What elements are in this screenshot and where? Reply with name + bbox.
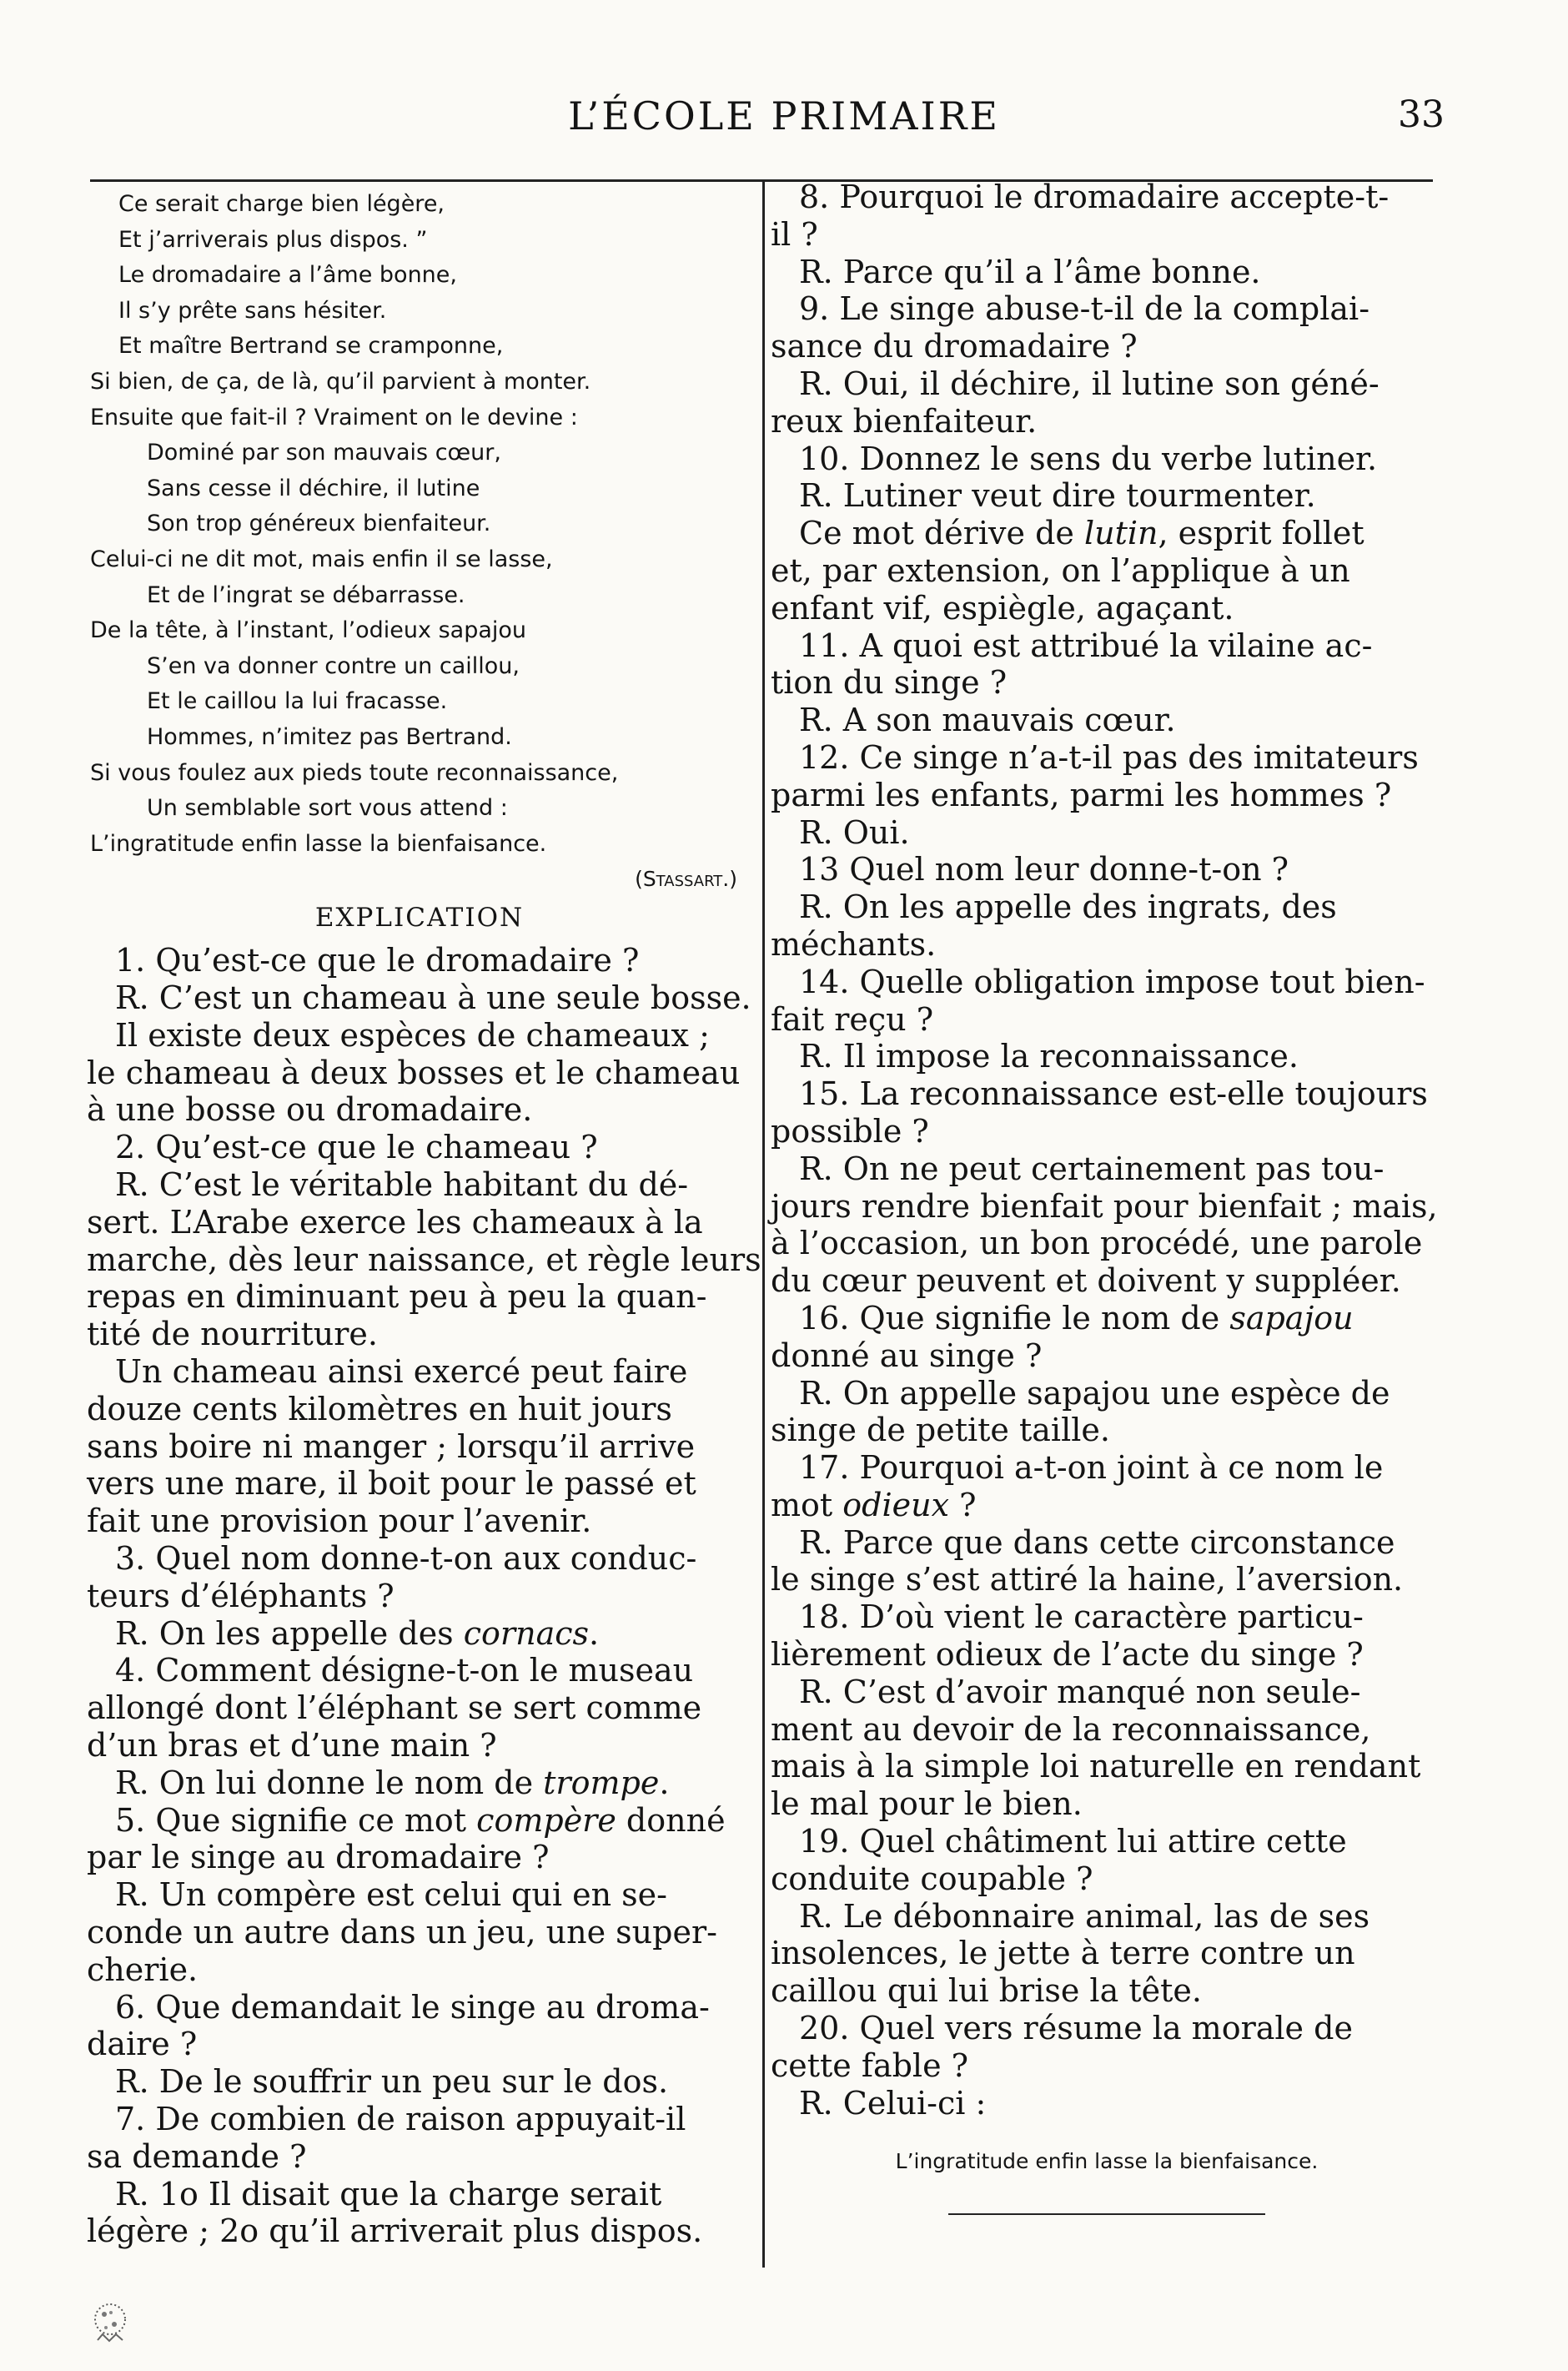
text-line [771,1935,1443,1972]
text-line [87,329,752,365]
line-text: 15. La reconnaissance est-elle toujours [799,1075,1428,1113]
text-line [771,1860,1443,1898]
explication-heading: EXPLICATION [314,903,525,934]
text-line [87,2138,752,2176]
text-line [771,254,1443,291]
text-line [87,2212,752,2250]
text-line [771,1711,1443,1749]
line-text: sance du dromadaire ? [771,328,1138,365]
text-line [87,506,752,542]
line-text: R. 1o Il disait que la charge serait [115,2175,662,2212]
line-text: il ? [771,215,818,253]
text-line [771,179,1443,216]
line-text: jours rendre bienfait pour bienfait ; mais, [771,1187,1438,1225]
line-text: R. Oui, il déchire, il lutine son géné- [799,365,1380,402]
text-line [771,1038,1443,1075]
line-text: enfant vif, espiègle, agaçant. [771,589,1234,627]
line-text: et, par extension, on l’applique à un [771,551,1350,589]
line-text: 7. De combien de raison appuyait-il [115,2100,686,2137]
line-text: 12. Ce singe n’a-t-il pas des imitateurs [799,738,1419,776]
line-text: R. Un compère est celui qui en se- [115,1876,667,1914]
text-line [87,578,752,614]
line-text: ment au devoir de la reconnaissance, [771,1710,1371,1748]
text-line [87,1727,752,1764]
left-explication-text [87,942,761,2250]
text-line [771,1636,1443,1674]
line-text: douze cents kilomètres en huit jours [87,1390,672,1427]
line-text: vers une mare, il boit pour le passé et [87,1465,696,1503]
text-line [771,403,1443,440]
text-line [87,1204,752,1241]
line-text: R. On appelle sapajou une espèce de [799,1374,1390,1412]
line-text: à l’occasion, un bon procédé, une parole [771,1225,1423,1262]
printer-ornament-icon [86,2294,134,2353]
text-line [87,223,752,259]
line-text-after: ? [949,1486,977,1523]
line-text: 17. Pourquoi a-t-on joint à ce nom le [799,1449,1384,1487]
text-line [771,2047,1443,2085]
right-column [771,179,1443,2281]
text-line [87,1689,752,1727]
text-line [771,1412,1443,1449]
line-text: 13 Quel nom leur donne-t-on ? [799,851,1289,888]
line-text: sert. L’Arabe exerce les chameaux à la [87,1203,703,1241]
line-text: lièrement odieux de l’acte du singe ? [771,1636,1364,1674]
line-text: par le singe au dromadaire ? [87,1839,550,1876]
text-line [87,1129,752,1166]
text-line [87,942,752,979]
line-text: L’ingratitude enfin lasse la bienfaisance. [90,830,547,857]
text-line [771,888,1443,926]
line-text: Et j’arriverais plus dispos. ” [118,226,428,253]
line-text: Il s’y prête sans hésiter. [118,297,387,324]
text-line [87,684,752,720]
line-text: R. Lutiner veut dire tourmenter. [799,477,1316,515]
line-text: conduite coupable ? [771,1860,1093,1897]
text-line [87,1615,752,1653]
text-line [87,1278,752,1316]
text-line [771,290,1443,328]
text-line [771,1225,1443,1262]
text-line [87,471,752,507]
text-line [87,720,752,756]
italic-term: trompe [543,1764,660,1801]
line-text: R. De le souffrir un peu sur le dos. [115,2063,669,2101]
line-text: le singe s’est attiré la haine, l’aversion. [771,1561,1404,1598]
line-text: Le dromadaire a l’âme bonne, [118,262,457,289]
text-line [87,365,752,400]
line-text: singe de petite taille. [771,1412,1110,1449]
text-line [771,365,1443,403]
text-line [771,1561,1443,1598]
text-line [87,1017,752,1055]
text-line [771,1823,1443,1860]
left-column [87,187,761,2273]
text-line [87,1951,752,1989]
italic-term: odieux [842,1486,950,1523]
text-line [87,1091,752,1129]
text-line [771,1598,1443,1636]
line-text: 20. Quel vers résume la morale de [799,2010,1353,2047]
text-line [771,440,1443,478]
line-text: R. C’est un chameau à une seule bosse. [115,979,751,1017]
text-line [771,1785,1443,1823]
text-line [87,1241,761,1279]
line-text: R. C’est le véritable habitant du dé- [115,1166,689,1204]
line-text: S’en va donner contre un caillou, [147,652,520,679]
page-number: 33 [1398,93,1445,136]
line-text: le mal pour le bien. [771,1785,1083,1823]
text-line [87,1764,752,1802]
text-line [87,1914,752,1951]
line-text: Si bien, de ça, de là, qu’il parvient à monter. [90,368,591,395]
text-line [771,1262,1443,1300]
line-text: 5. Que signifie ce mot [115,1801,477,1839]
italic-term: sapajou [1229,1299,1354,1337]
line-text-after: donné [616,1801,726,1839]
line-text: R. On lui donne le nom de [115,1764,544,1801]
text-line [87,1316,752,1353]
text-line [771,1487,1443,1524]
line-text: conde un autre dans un jeu, une super- [87,1914,717,1951]
text-line [87,1465,752,1503]
text-line [87,1055,752,1092]
line-text-after: . [659,1764,670,1801]
line-text: 16. Que signifie le nom de [799,1299,1230,1337]
text-line [771,515,1443,552]
text-line [771,702,1443,739]
text-line [771,1972,1443,2010]
text-line [87,649,752,685]
text-line [771,814,1443,852]
line-text: mot [771,1486,843,1523]
text-line [771,964,1443,1001]
text-line [771,926,1443,964]
text-line [87,1166,752,1204]
line-text-after: . [589,1614,600,1652]
text-line [87,827,752,863]
poem-excerpt [87,187,752,897]
text-line [771,216,1443,254]
line-text: cherie. [87,1951,199,1988]
closing-quote: L’ingratitude enfin lasse la bienfaisance. [895,2149,1319,2174]
line-text: Ce mot dérive de [799,515,1084,552]
text-line [87,756,752,792]
running-head-title: L’ÉCOLE PRIMAIRE [568,93,1000,138]
closing-rule [948,2213,1265,2215]
line-text: cette fable ? [771,2046,969,2084]
line-text: 18. D’où vient le caractère particu- [799,1598,1364,1636]
line-text: légère ; 2o qu’il arriverait plus dispos. [87,2212,703,2250]
text-line [87,791,752,827]
text-line [87,1802,752,1840]
text-line [87,1876,752,1914]
line-text: mais à la simple loi naturelle en rendant [771,1748,1421,1785]
line-text: tité de nourriture. [87,1316,378,1353]
line-text: possible ? [771,1112,929,1150]
line-text: R. On les appelle des [115,1614,464,1652]
line-text: Hommes, n’imitez pas Bertrand. [147,723,512,750]
text-line [87,400,752,436]
author-name: (Stassart.) [635,867,737,892]
line-text: De la tête, à l’instant, l’odieux sapajou [90,617,527,644]
text-line [771,1337,1443,1375]
text-line [87,613,752,649]
line-text: teurs d’éléphants ? [87,1577,395,1614]
text-line [87,1540,752,1578]
italic-term: compère [476,1801,616,1839]
line-text: Celui-ci ne dit mot, mais enfin il se lasse, [90,546,553,572]
right-explication-text [771,179,1443,2122]
text-line [87,1652,752,1689]
line-text: 2. Qu’est-ce que le chameau ? [115,1129,598,1166]
text-line [87,2026,752,2063]
line-text: Sans cesse il déchire, il lutine [147,475,480,501]
text-line [771,627,1443,665]
text-line [87,2101,752,2138]
text-line [771,664,1443,702]
line-text: 8. Pourquoi le dromadaire accepte-t- [799,179,1390,215]
text-line [87,258,752,294]
text-line [771,1375,1443,1412]
text-line [771,1075,1443,1113]
line-text: reux bienfaiteur. [771,402,1038,440]
text-line [87,294,752,330]
line-text: caillou qui lui brise la tête. [771,1972,1202,2010]
line-text: 11. A quoi est attribué la vilaine ac- [799,627,1373,664]
line-text: sa demande ? [87,2137,307,2175]
italic-term: lutin [1083,515,1158,552]
line-text: R. Parce qu’il a l’âme bonne. [799,253,1261,290]
column-divider [762,180,765,2268]
line-text: Et le caillou la lui fracasse. [147,688,448,715]
line-text: fait une provision pour l’avenir. [87,1503,592,1540]
line-text: d’un bras et d’une main ? [87,1727,497,1764]
text-line [771,1449,1443,1487]
text-line [771,1150,1443,1188]
text-line [87,2063,752,2101]
line-text: Et maître Bertrand se cramponne, [118,333,504,360]
line-text: 3. Quel nom donne-t-on aux conduc- [115,1540,697,1578]
line-text-after: , esprit follet [1158,515,1364,552]
text-line [771,2010,1443,2047]
line-text: parmi les enfants, parmi les hommes ? [771,776,1392,813]
line-text: R. Parce que dans cette circonstance [799,1523,1395,1561]
line-text: Son trop généreux bienfaiteur. [147,511,491,537]
line-text: tion du singe ? [771,664,1008,702]
text-line [771,2085,1443,2122]
text-line [87,1428,752,1466]
text-line [771,1001,1443,1039]
text-line [771,739,1443,777]
poem-author [87,862,752,897]
text-line [771,1898,1443,1936]
text-line [87,187,752,223]
line-text: R. Celui-ci : [799,2084,987,2122]
italic-term: cornacs [463,1614,590,1652]
text-line [87,542,752,578]
line-text: fait reçu ? [771,1000,934,1038]
text-line [771,1188,1443,1226]
text-line [771,1748,1443,1785]
line-text: 4. Comment désigne-t-on le museau [115,1652,694,1689]
line-text: R. On les appelle des ingrats, des [799,888,1337,926]
text-line [87,1503,752,1540]
line-text: 1. Qu’est-ce que le dromadaire ? [115,942,640,979]
text-line [87,435,752,471]
line-text: 10. Donnez le sens du verbe lutiner. [799,440,1378,477]
line-text: 6. Que demandait le singe au droma- [115,1988,710,2026]
text-line [87,1353,752,1391]
line-text: Dominé par son mauvais cœur, [147,440,501,466]
text-line [771,590,1443,627]
text-line [87,1839,752,1876]
text-line [771,477,1443,515]
line-text: sans boire ni manger ; lorsqu’il arrive [87,1427,696,1465]
text-line [87,979,752,1017]
line-text: 9. Le singe abuse-t-il de la complai- [799,290,1370,328]
line-text: Ensuite que fait-il ? Vraiment on le devine : [90,404,578,430]
text-line [771,328,1443,365]
line-text: Il existe deux espèces de chameaux ; [115,1016,710,1054]
line-text: daire ? [87,2026,198,2063]
line-text: Un semblable sort vous attend : [147,795,508,822]
line-text: marche, dès leur naissance, et règle leurs [87,1241,761,1278]
text-line [771,851,1443,888]
line-text: R. Oui. [799,813,910,851]
line-text: R. C’est d’avoir manqué non seule- [799,1673,1361,1710]
line-text: R. Il impose la reconnaissance. [799,1038,1299,1075]
line-text: insolences, le jette à terre contre un [771,1935,1355,1972]
line-text: R. On ne peut certainement pas tou- [799,1150,1385,1187]
poem-lines [87,187,752,862]
line-text: méchants. [771,925,937,963]
text-line [87,1391,752,1428]
text-line [87,1578,752,1615]
text-line [771,1300,1443,1337]
line-text: à une bosse ou dromadaire. [87,1091,533,1129]
line-text: R. Le débonnaire animal, las de ses [799,1897,1370,1935]
line-text: Ce serait charge bien légère, [118,191,445,217]
text-line [771,552,1443,590]
text-line [771,1524,1443,1562]
text-line [771,1113,1443,1150]
line-text: le chameau à deux bosses et le chameau [87,1054,741,1091]
line-text: 19. Quel châtiment lui attire cette [799,1823,1347,1860]
line-text: Si vous foulez aux pieds toute reconnaissance, [90,759,619,786]
line-text: Et de l’ingrat se débarrasse. [147,581,465,608]
text-line [87,2176,752,2213]
line-text: repas en diminuant peu à peu la quan- [87,1278,707,1316]
line-text: 14. Quelle obligation impose tout bien- [799,963,1425,1000]
line-text: R. A son mauvais cœur. [799,702,1176,739]
text-line [771,1674,1443,1711]
line-text: donné au singe ? [771,1337,1043,1374]
text-line [771,777,1443,814]
line-text: Un chameau ainsi exercé peut faire [115,1353,688,1391]
line-text: du cœur peuvent et doivent y suppléer. [771,1262,1401,1300]
line-text: allongé dont l’éléphant se sert comme [87,1689,702,1727]
text-line [87,1989,752,2026]
